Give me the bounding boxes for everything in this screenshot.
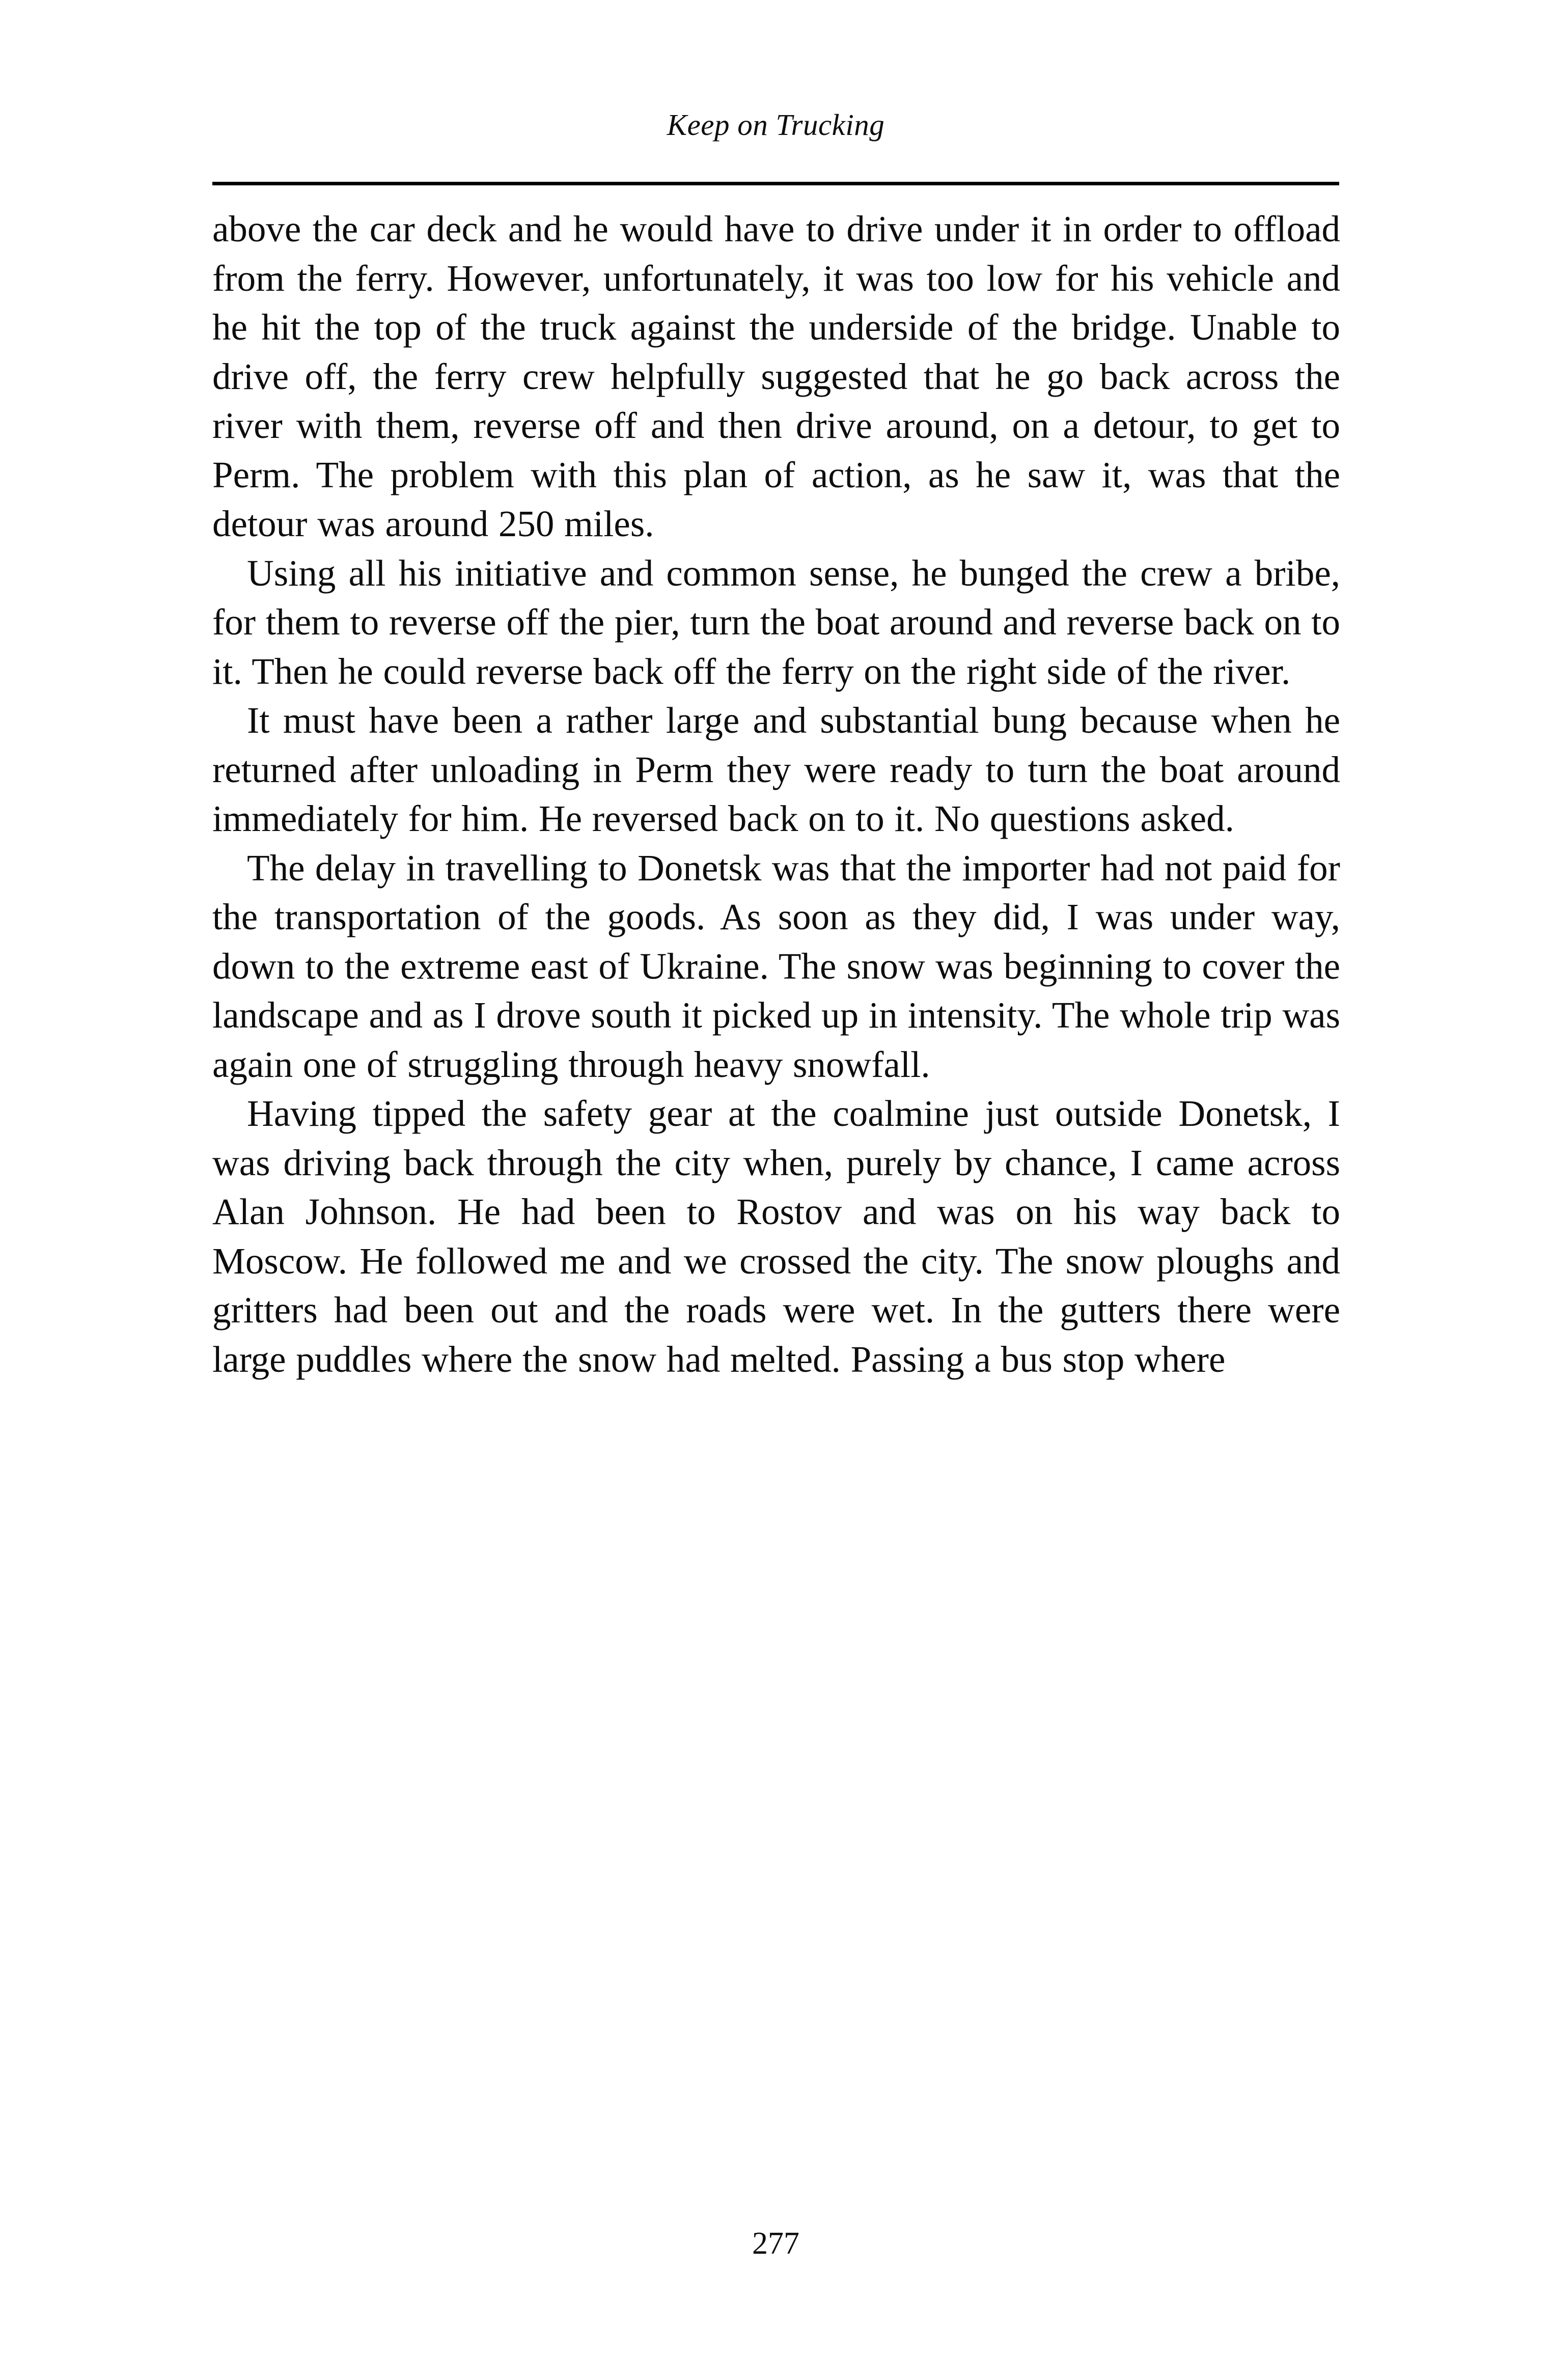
paragraph-3: It must have been a rather large and substantial bung because when he returned after unloading in Perm they were ready to turn the boat around immediately for him. He reversed back on to it. No questions asked. bbox=[212, 700, 1340, 839]
page-number: 277 bbox=[752, 2226, 799, 2261]
paragraph-1: above the car deck and he would have to drive under it in order to offload from the ferry. However, unfortunately, it was too low for his vehicle and he hit the top of the truck against the underside of the bridge. Unable to drive off, the ferry crew helpfully suggested that he go back across the river with them, reverse off and then drive around, on a detour, to get to Perm. The problem with this plan of action, as he saw it, was that the detour was around 250 miles. bbox=[212, 208, 1340, 544]
paragraph-5: Having tipped the safety gear at the coalmine just outside Donetsk, I was driving back through the city when, purely by chance, I came across Alan Johnson. He had been to Rostov and was on his way back to Moscow. He followed me and we crossed the city. The snow ploughs and gritters had been out and the roads were wet. In the gutters there were large puddles where the snow had melted. Passing a bus stop where bbox=[212, 1093, 1340, 1380]
paragraph-2: Using all his initiative and common sense, he bunged the crew a bribe, for them to reverse off the pier, turn the boat around and reverse back on to it. Then he could reverse back off the ferry on the right side of the river. bbox=[212, 552, 1340, 692]
paragraph-4: The delay in travelling to Donetsk was that the importer had not paid for the transportation of the goods. As soon as they did, I was under way, down to the extreme east of Ukraine. The snow was beginning to cover the landscape and as I drove south it picked up in intensity. The whole trip was again one of struggling through heavy snowfall. bbox=[212, 847, 1340, 1085]
running-header: Keep on Trucking bbox=[667, 108, 885, 142]
body-text-column bbox=[212, 205, 1340, 1384]
header-rule bbox=[212, 182, 1339, 185]
